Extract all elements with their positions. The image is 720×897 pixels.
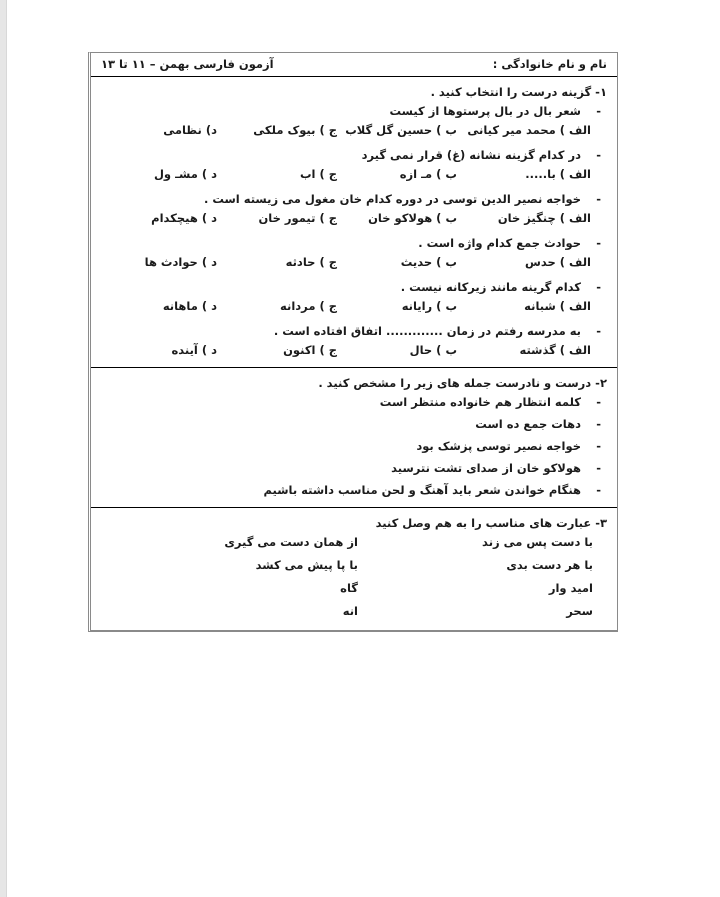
option-jim[interactable]: ج ) حادثه <box>285 255 337 269</box>
mcq-question <box>101 148 607 181</box>
bullet-dash: - <box>596 395 601 409</box>
option-row <box>101 167 607 181</box>
question-text: در کدام گزینه نشانه (غ) قرار نمی گیرد <box>361 148 581 162</box>
question-stem <box>101 236 607 250</box>
option-alef[interactable]: الف ) شبانه <box>524 299 591 313</box>
option-dal[interactable]: د ) آینده <box>171 343 217 357</box>
section-true-false <box>91 367 617 507</box>
option-dal[interactable]: د ) حوادث ها <box>144 255 217 269</box>
mcq-question <box>101 280 607 313</box>
matching-row <box>101 581 607 595</box>
section-1-title: ۱- گزینه درست را انتخاب کنید . <box>430 85 607 99</box>
statement-text: هولاکو خان از صدای تشت نترسید <box>391 461 581 475</box>
bullet-dash: - <box>596 483 601 497</box>
option-alef[interactable]: الف ) حدس <box>524 255 591 269</box>
true-false-item[interactable] <box>101 395 607 409</box>
option-row <box>101 343 607 357</box>
option-row <box>101 299 607 313</box>
option-row <box>101 123 607 137</box>
true-false-item[interactable] <box>101 439 607 453</box>
option-dal[interactable]: د) نظامی <box>163 123 217 137</box>
true-false-item[interactable] <box>101 483 607 497</box>
match-right-item[interactable]: با هر دست بدی <box>506 558 593 572</box>
section-2-title: ۲- درست و نادرست جمله های زیر را مشخص کنید . <box>318 376 607 390</box>
matching-row <box>101 558 607 572</box>
match-left-item[interactable]: با پا پیش می کشد <box>255 558 358 572</box>
option-jim[interactable]: ج ) اب <box>299 167 337 181</box>
bullet-dash: - <box>596 417 601 431</box>
question-text: شعر بال در بال پرستوها از کیست <box>389 104 581 118</box>
bullet-dash: - <box>596 104 601 118</box>
option-row <box>101 255 607 269</box>
match-left-item[interactable]: از همان دست می گیری <box>224 535 358 549</box>
matching-row <box>101 604 607 618</box>
question-text: خواجه نصیر الدین توسی در دوره کدام خان مغول می زیسته است . <box>203 192 581 206</box>
exam-header <box>91 53 617 77</box>
true-false-item[interactable] <box>101 417 607 431</box>
match-left-item[interactable]: انه <box>342 604 358 618</box>
option-row <box>101 211 607 225</box>
option-be[interactable]: ب ) رایانه <box>401 299 457 313</box>
option-jim[interactable]: ج ) مردانه <box>280 299 337 313</box>
option-jim[interactable]: ج ) تیمور خان <box>258 211 337 225</box>
option-be[interactable]: ب ) حدیث <box>400 255 457 269</box>
question-text: کدام گرینه مانند زیرکانه نیست . <box>400 280 581 294</box>
question-text: حوادث جمع کدام واژه است . <box>418 236 581 250</box>
exam-sheet <box>88 52 618 632</box>
match-right-item[interactable]: سحر <box>566 604 593 618</box>
option-dal[interactable]: د ) ماهانه <box>162 299 217 313</box>
statement-text: کلمه انتظار هم خانواده منتظر است <box>379 395 581 409</box>
question-stem <box>101 324 607 338</box>
option-jim[interactable]: ج ) بیوک ملکی <box>253 123 337 137</box>
question-stem <box>101 148 607 162</box>
section-multiple-choice <box>91 77 617 367</box>
option-dal[interactable]: د ) هیچکدام <box>151 211 217 225</box>
question-stem <box>101 192 607 206</box>
mcq-question <box>101 324 607 357</box>
match-left-item[interactable]: گاه <box>340 581 358 595</box>
option-alef[interactable]: الف ) محمد میر کیانی <box>467 123 591 137</box>
statement-text: هنگام خواندن شعر باید آهنگ و لحن مناسب داشته باشیم <box>263 483 581 497</box>
option-be[interactable]: ب ) حسین گل گلاب <box>345 123 457 137</box>
exam-title: آزمون فارسی بهمن – ۱۱ تا ۱۳ <box>101 57 274 71</box>
statement-text: خواجه نصیر توسی پزشک بود <box>416 439 581 453</box>
mcq-question <box>101 236 607 269</box>
option-be[interactable]: ب ) حال <box>409 343 457 357</box>
option-dal[interactable]: د ) مشـ ول <box>153 167 217 181</box>
statement-text: دهات جمع ده است <box>475 417 581 431</box>
bullet-dash: - <box>596 280 601 294</box>
section-matching <box>91 507 617 630</box>
question-stem <box>101 280 607 294</box>
matching-rows <box>101 535 607 618</box>
mcq-question <box>101 192 607 225</box>
mcq-question <box>101 104 607 137</box>
bullet-dash: - <box>596 236 601 250</box>
matching-row <box>101 535 607 549</box>
option-alef[interactable]: الف ) با..... <box>525 167 591 181</box>
bullet-dash: - <box>596 192 601 206</box>
question-text: به مدرسه رفتم در زمان ............. اتفاق افتاده است . <box>273 324 581 338</box>
option-alef[interactable]: الف ) گذشته <box>519 343 591 357</box>
bullet-dash: - <box>596 324 601 338</box>
option-jim[interactable]: ج ) اکنون <box>283 343 337 357</box>
section-3-title: ۳- عبارت های مناسب را به هم وصل کنید <box>375 516 607 530</box>
bullet-dash: - <box>596 439 601 453</box>
true-false-item[interactable] <box>101 461 607 475</box>
option-alef[interactable]: الف ) چنگیز خان <box>497 211 591 225</box>
question-stem <box>101 104 607 118</box>
student-name-label: نام و نام خانوادگی : <box>492 57 607 71</box>
match-right-item[interactable]: امید وار <box>548 581 593 595</box>
bullet-dash: - <box>596 461 601 475</box>
match-right-item[interactable]: با دست پس می زند <box>482 535 593 549</box>
bullet-dash: - <box>596 148 601 162</box>
option-be[interactable]: ب ) مـ ازه <box>399 167 457 181</box>
option-be[interactable]: ب ) هولاکو خان <box>368 211 457 225</box>
page-edge-strip <box>0 0 7 897</box>
